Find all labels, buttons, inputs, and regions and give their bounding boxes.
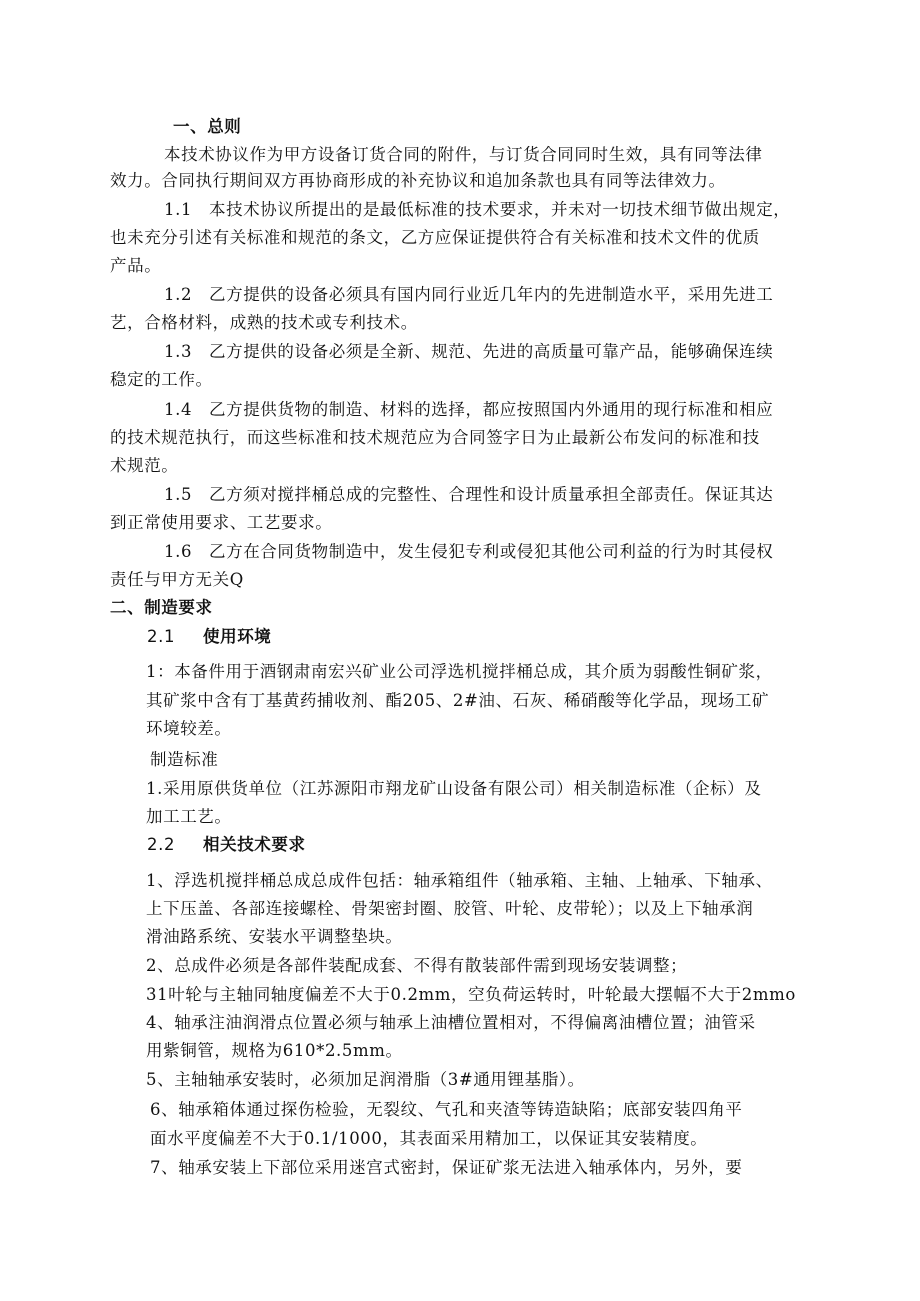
clause-1-2-line-2: 艺，合格材料，成熟的技术或专利技术。	[110, 313, 418, 332]
heading-manufacture: 二、制造要求	[110, 598, 213, 617]
clause-1-1-line-2: 也未充分引述有关标准和规范的条文，乙方应保证提供符合有关标准和技术文件的优质	[110, 228, 760, 247]
clause-1-4-number: 1.4	[164, 400, 193, 419]
standards-title: 制造标准	[150, 750, 219, 769]
clause-1-3-number: 1.3	[164, 342, 193, 361]
clause-1-4-line-1: 乙方提供货物的制造、材料的选择，都应按照国内外通用的现行标准和相应	[209, 400, 774, 419]
clause-1-4-line-2: 的技术规范执行，而这些标准和技术规范应为合同签字日为止最新公布发问的标准和技	[110, 428, 760, 447]
clause-1-2-number: 1.2	[164, 285, 193, 304]
heading-general: 一、总则	[173, 117, 242, 136]
requirement-line-11: 7、轴承安装上下部位采用迷宫式密封，保证矿浆无法进入轴承体内，另外，要	[150, 1158, 743, 1177]
standards-line-2: 加工工艺。	[146, 807, 232, 826]
clause-1-5-line-2: 到正常使用要求、工艺要求。	[110, 513, 333, 532]
section-2-2-title: 相关技术要求	[203, 835, 306, 854]
requirement-line-10: 面水平度偏差不大于0.1/1000，其表面采用精加工，以保证其安装精度。	[150, 1129, 708, 1148]
requirement-line-1: 1、浮选机搅拌桶总成总成件包括：轴承箱组件（轴承箱、主轴、上轴承、下轴承、	[146, 871, 773, 890]
requirement-line-6: 4、轴承注油润滑点位置必须与轴承上油槽位置相对，不得偏离油槽位置；油管采	[146, 1013, 756, 1032]
requirement-line-8: 5、主轴轴承安装时，必须加足润滑脂（3#通用锂基脂）。	[146, 1070, 585, 1089]
section-2-1-title: 使用环境	[203, 627, 272, 646]
clause-1-3-line-1: 乙方提供的设备必须是全新、规范、先进的高质量可靠产品，能够确保连续	[209, 342, 774, 361]
requirement-line-3: 滑油路系统、安装水平调整垫块。	[146, 927, 403, 946]
section-2-2-number: 2.2	[147, 835, 176, 854]
requirement-line-7: 用紫铜管，规格为610*2.5mm。	[146, 1041, 403, 1060]
clause-1-4-line-3: 术规范。	[110, 456, 179, 475]
clause-1-1-line-1: 本技术协议所提出的是最低标准的技术要求，并未对一切技术细节做出规定，	[209, 200, 791, 219]
clause-1-1-line-3: 产品。	[110, 256, 162, 275]
requirement-line-9: 6、轴承箱体通过探伤检验，无裂纹、气孔和夹渣等铸造缺陷；底部安装四角平	[150, 1100, 743, 1119]
section-2-1-number: 2.1	[147, 627, 176, 646]
clause-1-6-number: 1.6	[164, 542, 193, 561]
env-line-2: 其矿浆中含有丁基黄药捕收剂、酯205、2#油、石灰、稀硝酸等化学品，现场工矿	[146, 691, 770, 710]
clause-1-6-line-2: 责任与甲方无关Q	[110, 570, 244, 589]
intro-line-2: 效力。合同执行期间双方再协商形成的补充协议和追加条款也具有同等法律效力。	[110, 171, 726, 190]
requirement-line-2: 上下压盖、各部连接螺栓、骨架密封圈、胶管、叶轮、皮带轮）；以及上下轴承润	[146, 899, 754, 918]
standards-line-1: 1.采用原供货单位（江苏源阳市翔龙矿山设备有限公司）相关制造标准（企标）及	[146, 779, 762, 798]
intro-line-1: 本技术协议作为甲方设备订货合同的附件，与订货合同同时生效，具有同等法律	[164, 145, 763, 164]
clause-1-2-line-1: 乙方提供的设备必须具有国内同行业近几年内的先进制造水平，采用先进工	[209, 285, 774, 304]
clause-1-3-line-2: 稳定的工作。	[110, 370, 213, 389]
env-line-3: 环境较差。	[146, 719, 232, 738]
clause-1-1-number: 1.1	[164, 200, 193, 219]
clause-1-6-line-1: 乙方在合同货物制造中，发生侵犯专利或侵犯其他公司利益的行为时其侵权	[209, 542, 774, 561]
clause-1-5-number: 1.5	[164, 485, 193, 504]
env-line-1: 1：本备件用于酒钢肃南宏兴矿业公司浮选机搅拌桶总成，其介质为弱酸性铜矿浆，	[146, 662, 773, 681]
requirement-line-5: 31叶轮与主轴同轴度偏差不大于0.2mm，空负荷运转时，叶轮最大摆幅不大于2mmo	[146, 985, 796, 1004]
clause-1-5-line-1: 乙方须对搅拌桶总成的完整性、合理性和设计质量承担全部责任。保证其达	[209, 485, 774, 504]
requirement-line-4: 2、总成件必须是各部件装配成套、不得有散装部件需到现场安装调整；	[146, 956, 688, 975]
